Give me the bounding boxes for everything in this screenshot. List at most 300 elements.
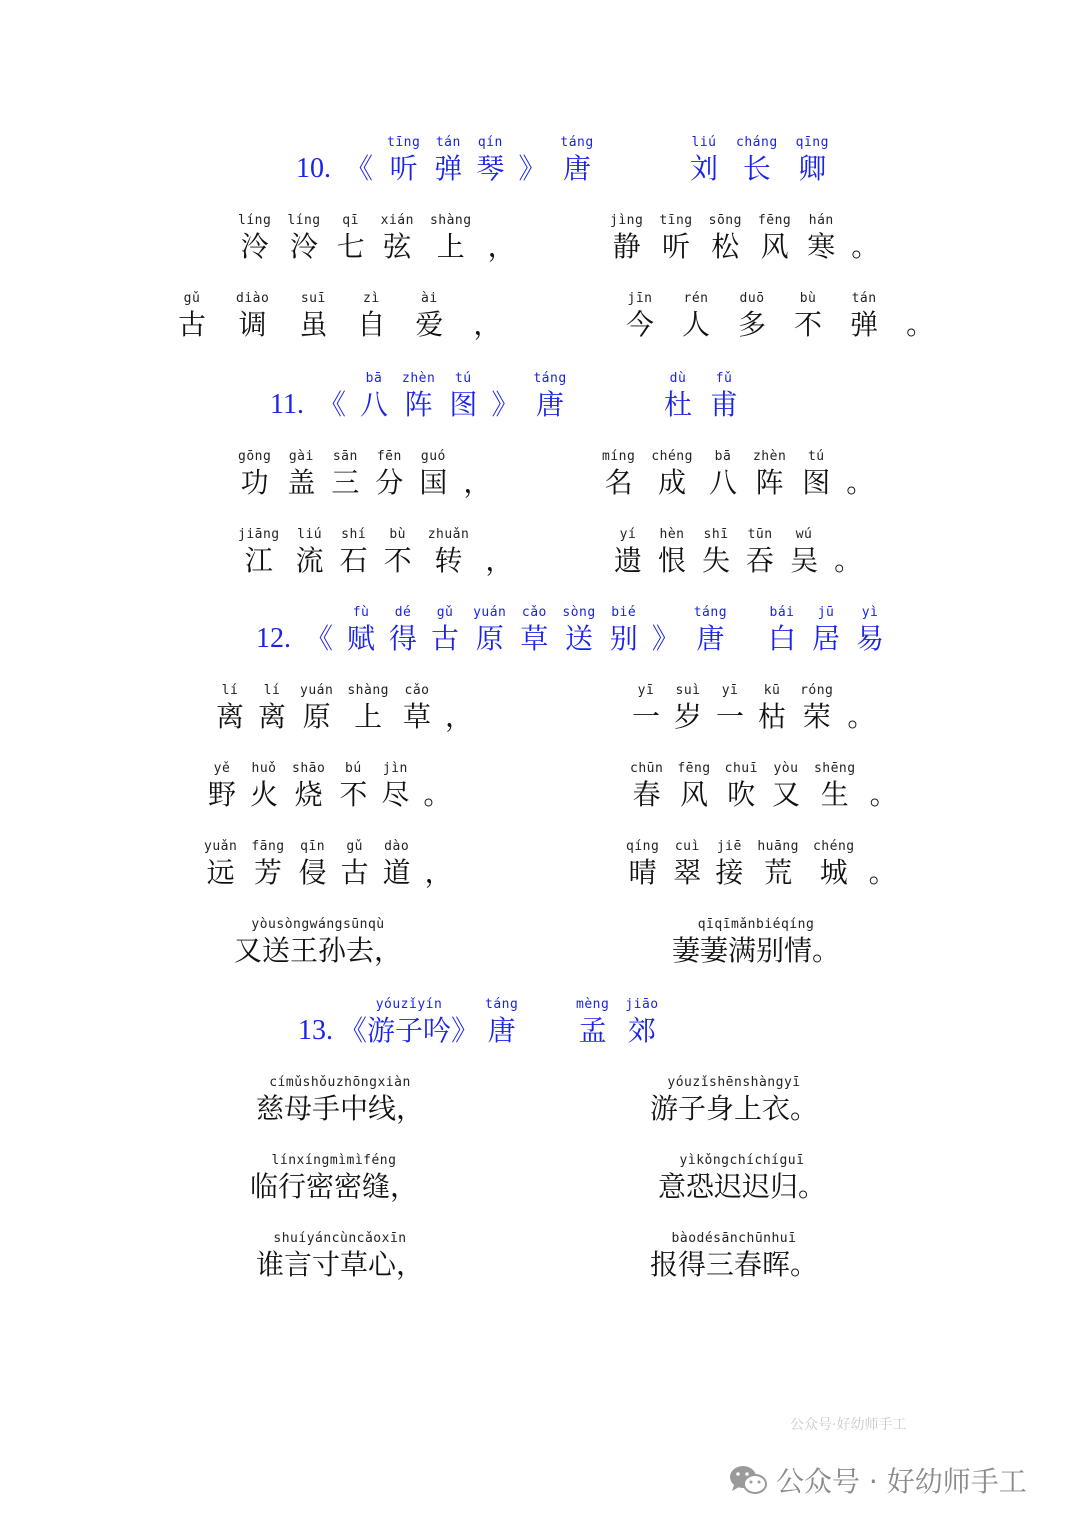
hanzi: 游子身上衣。 [650, 1092, 819, 1125]
char-cell [287, 212, 320, 264]
pinyin: yě [213, 761, 231, 776]
hanzi: 弦 [383, 230, 412, 263]
pinyin: sōng [708, 213, 742, 228]
char-cell [178, 290, 206, 342]
char-cell [625, 996, 658, 1048]
poem-12-line-5 [204, 838, 453, 890]
pinyin: tūn [747, 527, 773, 542]
char-cell [339, 996, 479, 1048]
char-cell [485, 996, 518, 1048]
pinyin: gǔ [436, 605, 454, 620]
pinyin: qíng [626, 839, 660, 854]
poem-11-author [664, 370, 738, 422]
pinyin: liú [691, 135, 717, 150]
char-cell [757, 838, 799, 890]
watermark-text: 公众号 · 好幼师手工 [776, 1465, 1027, 1498]
hanzi: 七 [336, 230, 365, 263]
hanzi: 易 [856, 622, 885, 655]
pinyin: hèn [659, 527, 685, 542]
hanzi: 原 [475, 622, 504, 655]
char-cell [425, 856, 453, 890]
hanzi: 唐 [487, 1014, 516, 1047]
pinyin: yóuzǐshēnshàngyī [667, 1075, 801, 1090]
pinyin: jìn [382, 761, 408, 776]
hanzi: 城 [819, 856, 848, 889]
char-cell [296, 152, 331, 186]
hanzi: 唐 [535, 388, 564, 421]
pinyin: bái [769, 605, 795, 620]
hanzi: 得 [389, 622, 418, 655]
char-cell [381, 212, 414, 264]
char-cell [658, 526, 686, 578]
pinyin: kū [763, 683, 781, 698]
hanzi: 远 [206, 856, 235, 889]
poem-13-author [576, 996, 659, 1048]
char-cell [738, 290, 766, 342]
hanzi: 吹 [727, 778, 756, 811]
hanzi: 上 [354, 700, 383, 733]
pinyin: jiāo [625, 997, 659, 1012]
char-cell [850, 290, 878, 342]
pinyin: ài [421, 291, 438, 306]
pinyin: yuán [300, 683, 334, 698]
pinyin: yí [619, 527, 637, 542]
pinyin: címǔshǒuzhōngxiàn [269, 1075, 411, 1090]
pinyin: fù [352, 605, 370, 620]
hanzi: ， [463, 466, 492, 499]
char-cell [800, 682, 833, 734]
hanzi: 赋 [347, 622, 376, 655]
char-cell [651, 448, 693, 500]
hanzi: 人 [682, 308, 711, 341]
hanzi: 荒 [764, 856, 793, 889]
pinyin: yuǎn [204, 839, 238, 854]
pinyin: wú [795, 527, 813, 542]
poem-10-line-1 [238, 212, 516, 264]
hanzi: 原 [302, 700, 331, 733]
pinyin: mèng [576, 997, 610, 1012]
pinyin: tán [851, 291, 877, 306]
poem-11-line-3 [238, 526, 513, 578]
char-cell [445, 700, 473, 734]
hanzi: 《 [345, 152, 374, 185]
hanzi: 郊 [627, 1014, 656, 1047]
char-cell [847, 700, 875, 734]
pinyin: dào [384, 839, 410, 854]
pinyin: táng [533, 371, 567, 386]
char-cell [802, 448, 830, 500]
poem-12-line-6 [626, 838, 897, 890]
hanzi: 道 [382, 856, 411, 889]
char-cell [658, 1152, 826, 1204]
char-cell [270, 388, 304, 422]
pinyin: tīng [387, 135, 421, 150]
wechat-icon [728, 1463, 768, 1497]
hanzi: 阵 [404, 388, 433, 421]
pinyin: yóuzǐyín [375, 997, 443, 1012]
char-cell [299, 838, 327, 890]
pinyin: míng [602, 449, 636, 464]
char-cell [677, 760, 710, 812]
char-cell [387, 134, 420, 186]
hanzi: 谁言寸草心， [256, 1248, 425, 1281]
hanzi: 报得三春晖。 [650, 1248, 819, 1281]
hanzi: 野 [208, 778, 237, 811]
pinyin: líng [238, 213, 272, 228]
hanzi: 风 [679, 778, 708, 811]
char-cell [491, 388, 519, 422]
pinyin: yìkǒngchíchíguī [679, 1153, 805, 1168]
char-cell [339, 760, 367, 812]
hanzi: ， [424, 856, 453, 889]
poem-10-author [690, 134, 829, 186]
hanzi: 离 [216, 700, 245, 733]
hanzi: 泠 [240, 230, 269, 263]
char-cell [256, 622, 291, 656]
pinyin: qī [342, 213, 359, 228]
pinyin: yì [861, 605, 879, 620]
char-cell [812, 604, 840, 656]
char-cell [360, 370, 388, 422]
char-cell [870, 778, 898, 812]
pinyin: fēng [757, 213, 792, 228]
char-cell [337, 212, 365, 264]
char-cell [715, 838, 743, 890]
hanzi: 恨 [658, 544, 687, 577]
char-cell [250, 760, 278, 812]
pinyin: lí [221, 683, 239, 698]
hanzi: 长 [742, 152, 771, 185]
char-cell [813, 838, 855, 890]
char-cell [758, 212, 791, 264]
hanzi: 尽 [381, 778, 410, 811]
char-cell [610, 604, 638, 656]
poem-13-title [298, 996, 518, 1048]
hanzi: 流 [295, 544, 324, 577]
hanzi: 10. [296, 153, 331, 184]
char-cell [650, 1074, 818, 1126]
pinyin: suì [675, 683, 701, 698]
char-cell [576, 996, 609, 1048]
hanzi: 又送王孙去， [234, 934, 403, 967]
char-cell [702, 526, 730, 578]
poem-13-line-1 [256, 1074, 424, 1126]
pinyin: yī [637, 683, 655, 698]
poem-12-author [768, 604, 884, 656]
hanzi: 岁 [674, 700, 703, 733]
char-cell [256, 1230, 424, 1282]
char-cell [250, 1152, 418, 1204]
pinyin: jīn [627, 291, 653, 306]
char-cell [736, 134, 778, 186]
char-cell [716, 682, 744, 734]
pinyin: bù [389, 527, 406, 542]
hanzi: 盖 [287, 466, 316, 499]
watermark-main [728, 1460, 1027, 1500]
pinyin: qīn [300, 839, 326, 854]
char-cell [463, 466, 491, 500]
hanzi: 石 [339, 544, 368, 577]
hanzi: 寒 [807, 230, 836, 263]
pinyin: zhèn [752, 449, 787, 464]
char-cell [614, 526, 642, 578]
hanzi: 唐 [563, 152, 592, 185]
poem-11-line-4 [614, 526, 862, 578]
pinyin: zhèn [402, 371, 436, 386]
hanzi: 草 [402, 700, 431, 733]
pinyin: qín [477, 135, 503, 150]
hanzi: 。 [847, 700, 876, 733]
hanzi: 不 [339, 778, 368, 811]
char-cell [856, 604, 884, 656]
char-cell [518, 152, 546, 186]
char-cell [251, 838, 284, 890]
pinyin: jìng [610, 213, 644, 228]
pinyin: hán [808, 213, 834, 228]
char-cell [672, 916, 840, 968]
char-cell [298, 1014, 333, 1048]
pinyin: shēng [813, 761, 856, 776]
hanzi: 听 [661, 230, 690, 263]
hanzi: 风 [760, 230, 789, 263]
hanzi: 《 [305, 622, 334, 655]
char-cell [357, 290, 385, 342]
hanzi: 松 [711, 230, 740, 263]
pinyin: dù [669, 371, 687, 386]
hanzi: 静 [612, 230, 641, 263]
hanzi: 图 [449, 388, 478, 421]
poem-10-line-3 [178, 290, 501, 342]
pinyin: bù [799, 291, 817, 306]
hanzi: ， [487, 230, 516, 263]
char-cell [296, 526, 324, 578]
pinyin: gōng [238, 449, 272, 464]
pinyin: fǔ [715, 371, 733, 386]
char-cell [796, 134, 829, 186]
pinyin: yòusòngwángsūnqù [251, 917, 385, 932]
pinyin: huāng [757, 839, 799, 854]
pinyin: diào [236, 291, 270, 306]
char-cell [292, 760, 325, 812]
hanzi: 。 [846, 466, 875, 499]
hanzi: 11. [270, 389, 304, 420]
hanzi: 春 [632, 778, 661, 811]
pinyin: qīqīmǎnbiéqíng [697, 917, 815, 932]
char-cell [768, 604, 796, 656]
hanzi: 卿 [798, 152, 827, 185]
hanzi: 》 [651, 622, 680, 655]
poem-11-line-2 [602, 448, 874, 500]
char-cell [659, 212, 692, 264]
poem-12-line-2 [632, 682, 875, 734]
char-cell [834, 544, 862, 578]
hanzi: 一 [632, 700, 661, 733]
char-cell [238, 526, 280, 578]
char-cell [287, 448, 315, 500]
pinyin: zhuǎn [427, 527, 470, 542]
char-cell [236, 290, 269, 342]
pinyin: dé [394, 605, 412, 620]
char-cell [772, 760, 800, 812]
char-cell [626, 290, 654, 342]
char-cell [375, 448, 403, 500]
char-cell [345, 152, 373, 186]
char-cell [318, 388, 346, 422]
pinyin: huǒ [251, 761, 277, 776]
char-cell [664, 370, 692, 422]
pinyin: suī [300, 291, 326, 306]
char-cell [419, 448, 447, 500]
char-cell [428, 526, 470, 578]
hanzi: 送 [565, 622, 594, 655]
hanzi: 晴 [628, 856, 657, 889]
poem-12-line-1 [216, 682, 473, 734]
char-cell [709, 212, 742, 264]
hanzi: 古 [340, 856, 369, 889]
pinyin: gǔ [183, 291, 201, 306]
hanzi: 白 [768, 622, 797, 655]
char-cell [238, 212, 271, 264]
char-cell [674, 682, 702, 734]
hanzi: 琴 [476, 152, 505, 185]
char-cell [415, 290, 443, 342]
hanzi: 《 [317, 388, 346, 421]
poem-12-line-7 [234, 916, 402, 968]
hanzi: 弹 [850, 308, 879, 341]
char-cell [340, 526, 368, 578]
char-cell [632, 682, 660, 734]
char-cell [434, 134, 462, 186]
hanzi: 一 [716, 700, 745, 733]
char-cell [869, 856, 897, 890]
pinyin: shāo [292, 761, 326, 776]
hanzi: 上 [436, 230, 465, 263]
hanzi: 今 [626, 308, 655, 341]
char-cell [234, 916, 402, 968]
poem-12-title [256, 604, 727, 656]
hanzi: 不 [383, 544, 412, 577]
char-cell [758, 682, 786, 734]
char-cell [431, 604, 459, 656]
hanzi: 吴 [790, 544, 819, 577]
pinyin: shí [341, 527, 367, 542]
char-cell [300, 682, 333, 734]
pinyin: gǔ [346, 839, 363, 854]
poem-13-line-3 [250, 1152, 418, 1204]
pinyin: líng [287, 213, 321, 228]
char-cell [753, 448, 786, 500]
char-cell [746, 526, 774, 578]
poem-10-title [296, 134, 594, 186]
pinyin: bàodésānchūnhuī [671, 1231, 797, 1246]
pinyin: cháng [736, 135, 778, 150]
pinyin: sān [332, 449, 358, 464]
pinyin: chéng [651, 449, 693, 464]
char-cell [423, 778, 451, 812]
hanzi: 刘 [690, 152, 719, 185]
pinyin: cǎo [404, 683, 430, 698]
hanzi: 图 [802, 466, 831, 499]
pinyin: shuíyáncùncǎoxīn [273, 1231, 407, 1246]
pinyin: shàng [347, 683, 389, 698]
char-cell [256, 1074, 424, 1126]
hanzi: 八 [708, 466, 737, 499]
char-cell [610, 212, 643, 264]
pinyin: bú [345, 761, 362, 776]
pinyin: lí [263, 683, 281, 698]
char-cell [258, 682, 286, 734]
hanzi: 。 [423, 778, 452, 811]
char-cell [807, 212, 835, 264]
poem-13-line-4 [658, 1152, 826, 1204]
poem-13-line-2 [650, 1074, 818, 1126]
char-cell [650, 1230, 818, 1282]
poem-12-line-3 [208, 760, 451, 812]
pinyin: liú [297, 527, 323, 542]
hanzi: 芳 [253, 856, 282, 889]
poem-12-line-8 [672, 916, 840, 968]
pinyin: tīng [659, 213, 693, 228]
pinyin: jiē [716, 839, 742, 854]
char-cell [630, 760, 663, 812]
hanzi: 江 [244, 544, 273, 577]
pinyin: tú [807, 449, 825, 464]
pinyin: táng [485, 997, 519, 1012]
char-cell [602, 448, 635, 500]
hanzi: 12. [256, 623, 291, 654]
watermark-small: 公众号·好幼师手工 [790, 1417, 907, 1433]
pinyin: bā [365, 371, 383, 386]
hanzi: 接 [715, 856, 744, 889]
char-cell [331, 448, 359, 500]
char-cell [403, 682, 431, 734]
char-cell [473, 604, 506, 656]
hanzi: 离 [258, 700, 287, 733]
hanzi: 遗 [614, 544, 643, 577]
hanzi: 成 [658, 466, 687, 499]
pinyin: chūn [630, 761, 664, 776]
hanzi: 》 [518, 152, 547, 185]
pinyin: táng [693, 605, 728, 620]
char-cell [533, 370, 566, 422]
poem-12-line-4 [630, 760, 898, 812]
hanzi: 泠 [289, 230, 318, 263]
hanzi: 不 [794, 308, 823, 341]
hanzi: 多 [738, 308, 767, 341]
hanzi: 别 [609, 622, 638, 655]
hanzi: 翠 [673, 856, 702, 889]
char-cell [485, 544, 513, 578]
pinyin: duō [739, 291, 765, 306]
char-cell [384, 526, 412, 578]
hanzi: 临行密密缝， [250, 1170, 419, 1203]
pinyin: fāng [251, 839, 285, 854]
pinyin: yòu [773, 761, 799, 776]
char-cell [341, 838, 369, 890]
pinyin: shī [703, 527, 729, 542]
poem-11-title [270, 370, 567, 422]
hanzi: 意恐迟迟归。 [658, 1170, 827, 1203]
hanzi: 枯 [758, 700, 787, 733]
pinyin: zì [363, 291, 380, 306]
char-cell [790, 526, 818, 578]
hanzi: 》 [491, 388, 520, 421]
hanzi: 居 [812, 622, 841, 655]
hanzi: 烧 [294, 778, 323, 811]
pinyin: xián [380, 213, 414, 228]
pinyin: línxíngmìmìféng [271, 1153, 397, 1168]
hanzi: 失 [702, 544, 731, 577]
